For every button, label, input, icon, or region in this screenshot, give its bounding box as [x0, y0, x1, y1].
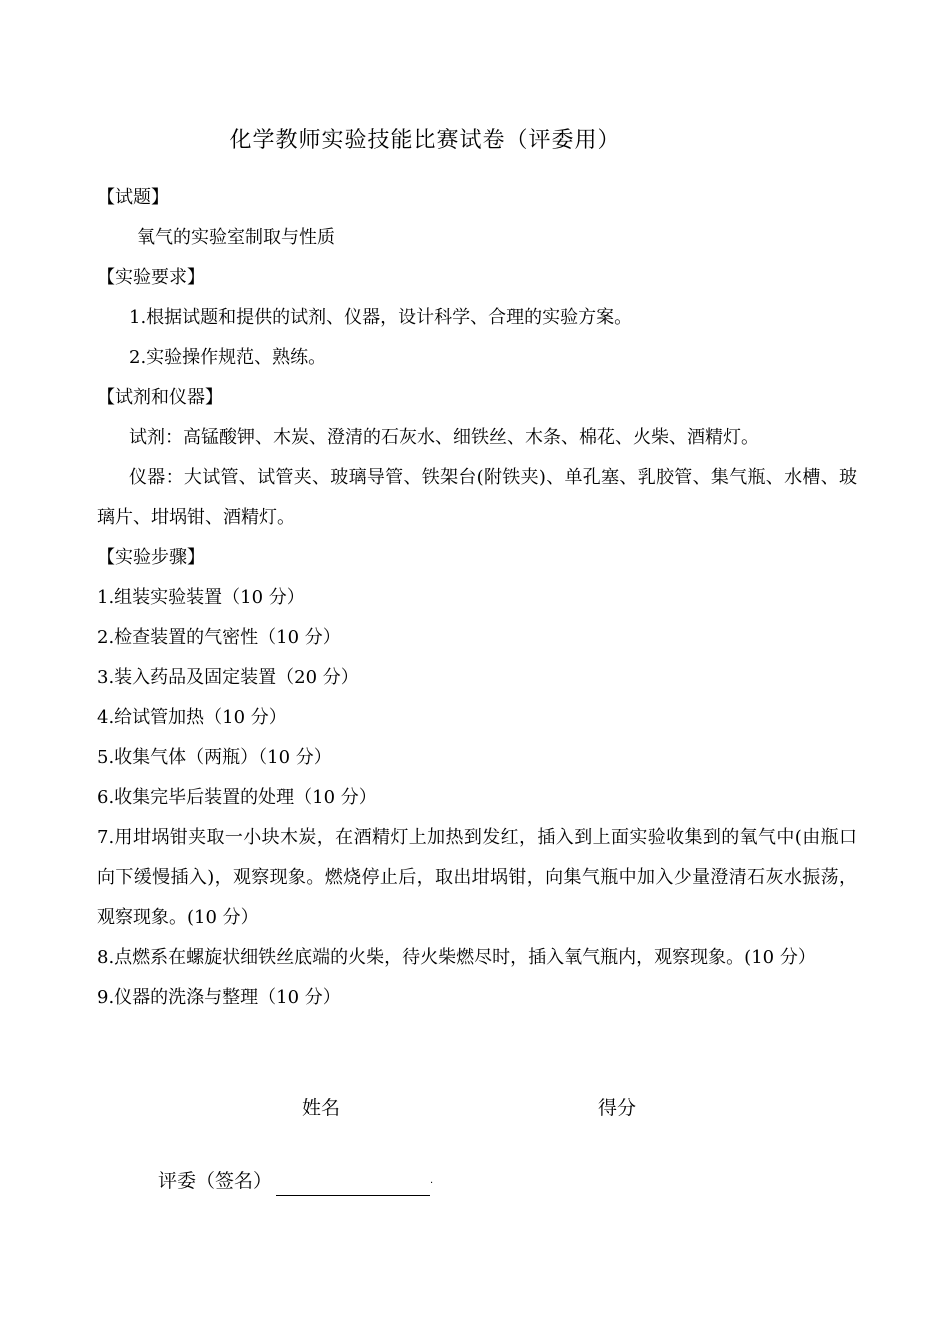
page-title: 化学教师实验技能比赛试卷（评委用）: [229, 128, 621, 153]
section-heading-steps: 【实验步骤】: [97, 547, 205, 568]
section-heading-topic: 【试题】: [97, 187, 169, 208]
step-item: 9.仪器的洗涤与整理（10 分）: [97, 987, 341, 1008]
requirement-item: 2.实验操作规范、熟练。: [129, 347, 327, 368]
step-item: 3.装入药品及固定装置（20 分）: [97, 667, 359, 688]
step-item: 7.用坩埚钳夹取一小块木炭，在酒精灯上加热到发红，插入到上面实验收集到的氧气中(由瓶口向下缓慢插入)，观察现象。燃烧停止后，取出坩埚钳，向集气瓶中加入少量澄清石灰水振荡，观察现象。(10 分）: [97, 827, 857, 928]
step-item: 6.收集完毕后装置的处理（10 分）: [97, 787, 377, 808]
requirement-item: 1.根据试题和提供的试剂、仪器，设计科学、合理的实验方案。: [129, 307, 633, 328]
name-label: 姓名: [302, 1097, 341, 1119]
step-item: 1.组装实验装置（10 分）: [97, 587, 305, 608]
reagents-text: 试剂：高锰酸钾、木炭、澄清的石灰水、细铁丝、木条、棉花、火柴、酒精灯。: [129, 427, 759, 448]
judge-signature-row: [158, 1166, 433, 1196]
section-heading-requirements: 【实验要求】: [97, 267, 205, 288]
document-body: [97, 178, 857, 1018]
score-label: 得分: [598, 1097, 637, 1119]
signature-line[interactable]: [276, 1171, 430, 1196]
judge-signature-label: 评委（签名）: [158, 1170, 273, 1192]
section-heading-materials: 【试剂和仪器】: [97, 387, 223, 408]
step-item: 8.点燃系在螺旋状细铁丝底端的火柴，待火柴燃尽时，插入氧气瓶内，观察现象。(10 分）: [97, 947, 816, 968]
signature-end-mark: .: [430, 1175, 434, 1186]
topic-text: 氧气的实验室制取与性质: [137, 227, 335, 248]
step-item: 5.收集气体（两瓶）（10 分）: [97, 747, 332, 768]
step-item: 2.检查装置的气密性（10 分）: [97, 627, 341, 648]
instruments-text: 仪器：大试管、试管夹、玻璃导管、铁架台(附铁夹)、单孔塞、乳胶管、集气瓶、水槽、玻璃片、坩埚钳、酒精灯。: [97, 467, 857, 528]
step-item: 4.给试管加热（10 分）: [97, 707, 287, 728]
